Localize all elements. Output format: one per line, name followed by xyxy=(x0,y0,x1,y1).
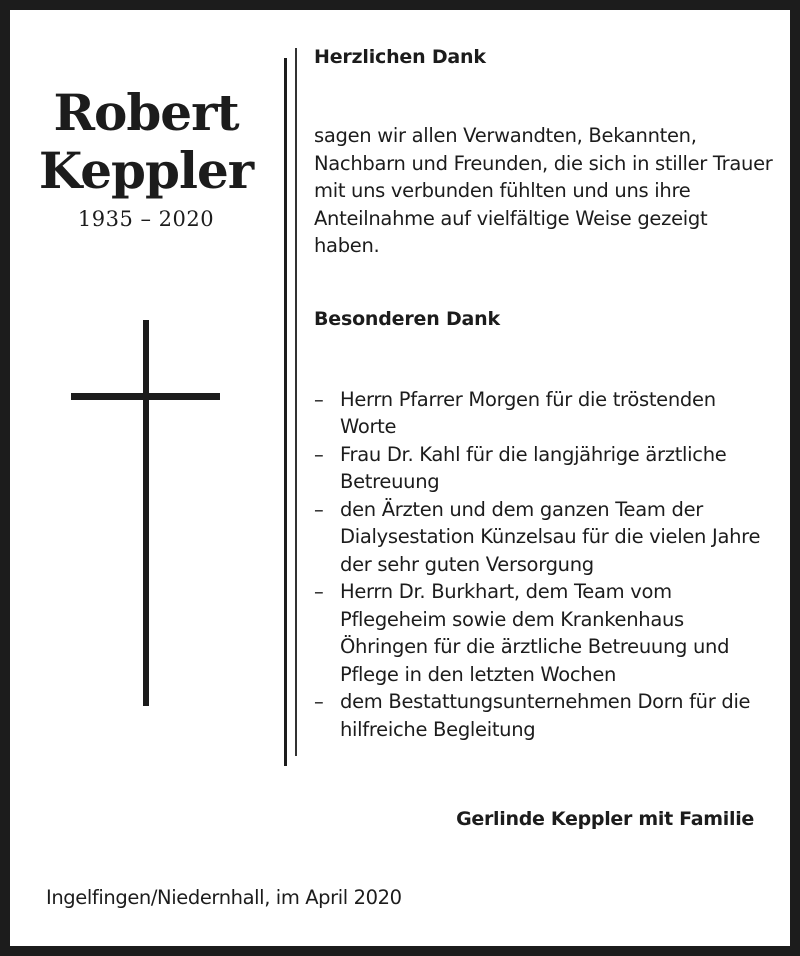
list-item xyxy=(314,496,774,579)
list-item xyxy=(314,578,774,688)
list-item xyxy=(314,386,774,441)
special-thanks-list xyxy=(314,386,774,744)
signature: Gerlinde Keppler mit Familie xyxy=(456,808,754,830)
list-item xyxy=(314,441,774,496)
list-item-text: dem Bestattungsunternehmen Dorn für die hilfreiche Begleitung xyxy=(340,690,751,741)
dash-bullet: – xyxy=(314,387,324,411)
dash-bullet: – xyxy=(314,497,324,521)
cross-vertical-bar xyxy=(143,320,149,706)
list-item xyxy=(314,688,774,743)
deceased-first-name: Robert xyxy=(53,83,239,142)
life-dates: 1935 – 2020 xyxy=(77,207,215,231)
place-and-date: Ingelfingen/Niedernhall, im April 2020 xyxy=(46,886,402,909)
list-item-text: Herrn Pfarrer Morgen für die tröstenden Worte xyxy=(340,387,716,438)
thanks-heading: Herzlichen Dank xyxy=(314,46,486,68)
obituary-notice xyxy=(10,10,790,946)
dash-bullet: – xyxy=(314,690,324,713)
list-item-text: Herrn Dr. Burkhart, dem Team vom Pflegeheim sowie dem Krankenhaus Öhringen für die ärztliche Betreuung und Pflege in den letzten Wochen xyxy=(340,580,730,686)
deceased-last-name: Keppler xyxy=(38,141,254,200)
deceased-name xyxy=(10,84,282,200)
thanks-body: sagen wir allen Verwandten, Bekannten, Nachbarn und Freunden, die sich in stiller Trauer mit uns verbunden fühlten und uns ihre Anteilnahme auf vielfältige Weise gezeigt haben. xyxy=(314,124,773,257)
special-thanks-heading: Besonderen Dank xyxy=(314,307,500,330)
thanks-column xyxy=(314,44,774,743)
dash-bullet: – xyxy=(314,442,324,466)
divider-line-right xyxy=(295,48,297,756)
list-item-text: Frau Dr. Kahl für die langjährige ärztliche Betreuung xyxy=(340,442,727,493)
divider-line-left xyxy=(284,58,287,766)
list-item-text: den Ärzten und dem ganzen Team der Dialysestation Künzelsau für die vielen Jahre der sehr guten Versorgung xyxy=(340,497,761,576)
cross-horizontal-bar xyxy=(71,393,220,400)
dash-bullet: – xyxy=(314,580,324,603)
